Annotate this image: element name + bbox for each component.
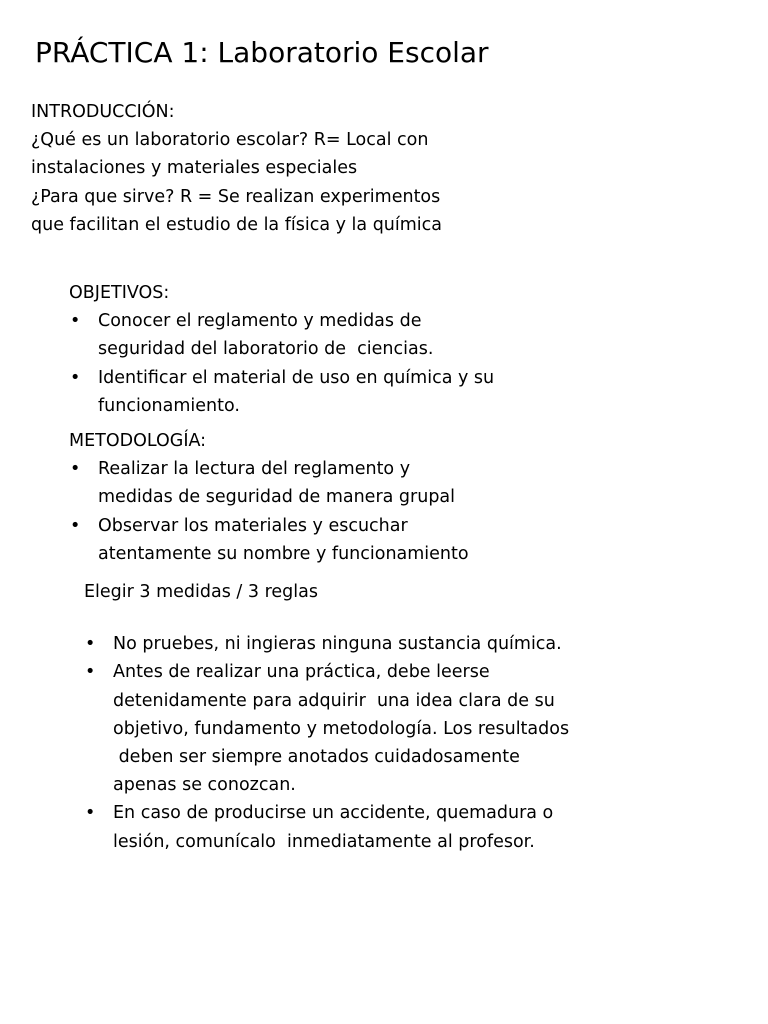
list-item-line: Conocer el reglamento y medidas de — [98, 311, 422, 332]
objectives-heading: OBJETIVOS: — [69, 283, 170, 303]
list-item — [69, 512, 539, 568]
objectives-list — [69, 307, 539, 420]
methodology-heading: METODOLOGÍA: — [69, 431, 207, 452]
page-title: PRÁCTICA 1: Laboratorio Escolar — [35, 36, 489, 69]
list-item — [69, 307, 539, 363]
bullet-icon: • — [70, 367, 81, 388]
bullet-icon: • — [70, 459, 81, 480]
list-item-line: Realizar la lectura del reglamento y — [98, 459, 411, 480]
list-item-line: lesión, comunícalo inmediatamente al profesor. — [113, 831, 535, 852]
bullet-icon: • — [85, 803, 96, 824]
list-item-line: atentamente su nombre y funcionamiento — [98, 543, 469, 564]
list-item-line: No pruebes, ni ingieras ninguna sustancia química. — [113, 634, 562, 655]
bullet-icon: • — [85, 662, 96, 683]
bullet-icon: • — [70, 311, 81, 332]
introduction-section — [31, 98, 491, 239]
list-item-line: deben ser siempre anotados cuidadosamente — [113, 747, 520, 768]
bullet-icon: • — [70, 515, 81, 536]
list-item-line: En caso de producirse un accidente, quemadura o — [113, 803, 554, 824]
list-item-line: Identificar el material de uso en química y su — [98, 367, 495, 388]
bullet-icon: • — [85, 634, 96, 655]
introduction-line: instalaciones y materiales especiales — [31, 158, 358, 179]
introduction-line: ¿Para que sirve? R = Se realizan experimentos — [31, 186, 441, 207]
list-item-line: funcionamiento. — [98, 395, 240, 416]
list-item-line: Antes de realizar una práctica, debe leerse — [113, 662, 490, 683]
introduction-line: ¿Qué es un laboratorio escolar? R= Local con — [31, 130, 429, 151]
list-item — [84, 799, 624, 855]
list-item-line: objetivo, fundamento y metodología. Los resultados — [113, 718, 570, 739]
list-item — [84, 630, 624, 658]
objectives-methodology-section — [69, 279, 539, 568]
methodology-list — [69, 455, 539, 568]
list-item — [84, 658, 624, 799]
list-item — [69, 455, 539, 511]
introduction-line: que facilitan el estudio de la física y la química — [31, 214, 443, 235]
list-item-line: seguridad del laboratorio de ciencias. — [98, 339, 434, 360]
list-item — [69, 364, 539, 420]
introduction-heading: INTRODUCCIÓN: — [31, 102, 175, 122]
list-item-line: Observar los materiales y escuchar — [98, 515, 408, 536]
list-item-line: apenas se conozcan. — [113, 775, 296, 796]
list-item-line: medidas de seguridad de manera grupal — [98, 487, 456, 508]
rules-heading: Elegir 3 medidas / 3 reglas — [84, 582, 318, 602]
rules-section — [84, 578, 624, 856]
list-item-line: detenidamente para adquirir una idea clara de su — [113, 690, 555, 711]
rules-list — [84, 630, 624, 856]
